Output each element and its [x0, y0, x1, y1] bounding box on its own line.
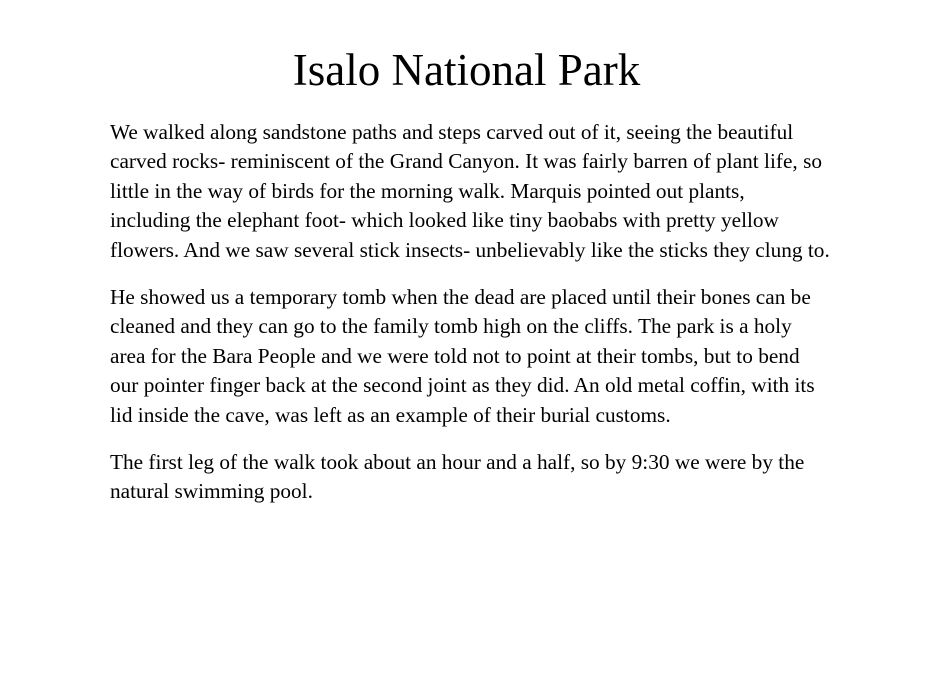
page-title: Isalo National Park [292, 45, 641, 95]
document-body [110, 118, 830, 525]
paragraph-walk-description: We walked along sandstone paths and steps carved out of it, seeing the beautiful carved rocks- reminiscent of the Grand Canyon. It was fairly barren of plant life, so little in the way of birds for the morning walk. Marquis pointed out plants, including the elephant foot- which looked like tiny baobabs with pretty yellow flowers. And we saw several stick insects- unbelievably like the sticks they clung to. [110, 120, 830, 262]
paragraph-swimming-pool: The first leg of the walk took about an hour and a half, so by 9:30 we were by the natural swimming pool. [110, 450, 805, 504]
paragraph-tomb-description: He showed us a temporary tomb when the dead are placed until their bones can be cleaned and they can go to the family tomb high on the cliffs. The park is a holy area for the Bara People and we were told not to point at their tombs, but to bend our pointer finger back at the second joint as they did. An old metal coffin, with its lid inside the cave, was left as an example of their burial customs. [110, 285, 815, 427]
